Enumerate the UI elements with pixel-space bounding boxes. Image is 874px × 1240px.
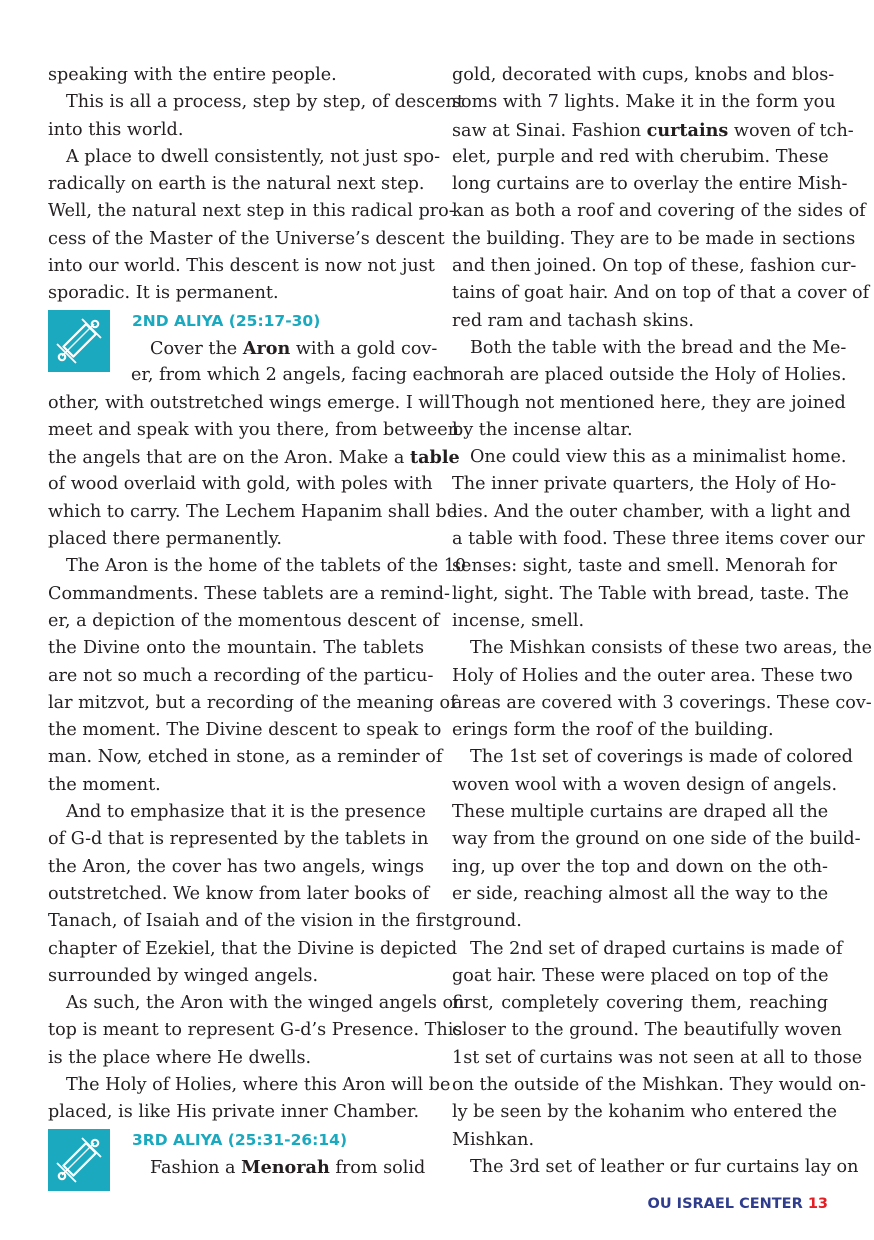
text-line: placed there permanently. bbox=[48, 529, 282, 550]
text-line: norah are placed outside the Holy of Holies. bbox=[452, 365, 847, 386]
text-line: of wood overlaid with gold, with poles with bbox=[48, 474, 433, 495]
page-footer bbox=[648, 1196, 828, 1212]
aliya-2-heading: 2ND ALIYA (25:17-30) bbox=[132, 311, 321, 330]
text-line: The 2nd set of draped curtains is made of bbox=[470, 938, 843, 959]
text-line: er, a depiction of the momentous descent of bbox=[48, 610, 440, 631]
text-line: gold, decorated with cups, knobs and blos- bbox=[452, 65, 835, 85]
text-line: saw at Sinai. Fashion curtains woven of tch- bbox=[452, 119, 854, 141]
text-line: outstretched. We know from later books of bbox=[48, 883, 430, 904]
text-line: closer to the ground. The beautifully woven bbox=[452, 1020, 842, 1041]
text-line: into this world. bbox=[48, 119, 184, 140]
text-line: a table with food. These three items cover our bbox=[452, 529, 865, 550]
text-line: As such, the Aron with the winged angels on bbox=[66, 993, 465, 1014]
text-line: top is meant to represent G-d’s Presence. This bbox=[48, 1020, 463, 1041]
text-line: Though not mentioned here, they are joined bbox=[452, 392, 846, 413]
text-line: ground. bbox=[452, 911, 522, 932]
text-line: lar mitzvot, but a recording of the meaning of bbox=[48, 692, 457, 713]
text-line: A place to dwell consistently, not just spo- bbox=[66, 146, 441, 167]
text-line: One could view this as a minimalist home. bbox=[470, 447, 847, 468]
text-line: Holy of Holies and the outer area. These two bbox=[452, 665, 853, 686]
text-line: erings form the roof of the building. bbox=[452, 720, 774, 741]
text-line: incense, smell. bbox=[452, 610, 585, 631]
text-line: way from the ground on one side of the build- bbox=[452, 829, 861, 850]
text-line: surrounded by winged angels. bbox=[48, 965, 319, 986]
text-line: soms with 7 lights. Make it in the form you bbox=[452, 92, 836, 113]
text-line: 1st set of curtains was not seen at all to those bbox=[452, 1047, 863, 1068]
text-line: Well, the natural next step in this radical pro- bbox=[48, 201, 455, 222]
text-line: the Divine onto the mountain. The tablets bbox=[48, 638, 424, 659]
text-line: chapter of Ezekiel, that the Divine is depicted bbox=[48, 938, 458, 959]
text-line: kan as both a roof and covering of the sides of bbox=[452, 201, 866, 222]
text-line: the Aron, the cover has two angels, wings bbox=[48, 856, 424, 877]
text-line: into our world. This descent is now not just bbox=[48, 256, 435, 277]
text-line: senses: sight, taste and smell. Menorah for bbox=[452, 556, 837, 577]
left-column bbox=[48, 62, 467, 1181]
text-line: The 3rd set of leather or fur curtains lay on bbox=[470, 1156, 859, 1177]
text-line: the angels that are on the Aron. Make a table bbox=[48, 447, 460, 469]
text-line: areas are covered with 3 coverings. These cov- bbox=[452, 692, 872, 713]
text-line: er side, reaching almost all the way to the bbox=[452, 883, 829, 904]
aliya-3-section bbox=[48, 1127, 424, 1182]
text-line: Fashion a Menorah from solid bbox=[150, 1156, 426, 1178]
text-line: long curtains are to overlay the entire Mish- bbox=[452, 174, 848, 195]
text-line: meet and speak with you there, from between bbox=[48, 419, 459, 440]
aliya-2-section bbox=[48, 308, 455, 390]
text-line: Commandments. These tablets are a remind- bbox=[48, 583, 450, 604]
text-line: goat hair. These were placed on top of the bbox=[452, 965, 829, 986]
text-line: and then joined. On top of these, fashion cur- bbox=[452, 256, 857, 277]
text-line: Cover the Aron with a gold cov- bbox=[150, 337, 438, 359]
text-line: the moment. bbox=[48, 774, 161, 795]
text-line: This is all a process, step by step, of descent bbox=[66, 92, 464, 113]
text-line: tains of goat hair. And on top of that a cover of bbox=[452, 283, 870, 304]
text-line: lies. And the outer chamber, with a light and bbox=[452, 501, 851, 522]
text-line: ing, up over the top and down on the oth- bbox=[452, 856, 828, 877]
text-line: The Mishkan consists of these two areas, the bbox=[470, 638, 872, 659]
text-line: placed, is like His private inner Chamber. bbox=[48, 1102, 420, 1123]
torah-scroll-icon bbox=[48, 310, 110, 372]
text-line: on the outside of the Mishkan. They would on- bbox=[452, 1074, 866, 1095]
text-line: woven wool with a woven design of angels. bbox=[452, 774, 838, 795]
text-line: sporadic. It is permanent. bbox=[48, 283, 279, 304]
text-line: the building. They are to be made in sections bbox=[452, 228, 856, 249]
text-line: which to carry. The Lechem Hapanim shall be bbox=[48, 501, 458, 522]
text-line: the moment. The Divine descent to speak to bbox=[48, 720, 442, 741]
text-line: by the incense altar. bbox=[452, 419, 633, 440]
text-line: The Holy of Holies, where this Aron will be bbox=[66, 1074, 451, 1095]
text-line: of G-d that is represented by the tablets in bbox=[48, 829, 429, 850]
aliya-3-heading: 3RD ALIYA (25:31-26:14) bbox=[132, 1130, 348, 1149]
right-column bbox=[452, 62, 872, 1181]
text-line: Mishkan. bbox=[452, 1129, 535, 1150]
text-line: These multiple curtains are draped all the bbox=[452, 802, 829, 823]
text-line: elet, purple and red with cherubim. These bbox=[452, 146, 829, 167]
text-line: red ram and tachash skins. bbox=[452, 310, 694, 331]
torah-scroll-icon bbox=[48, 1129, 110, 1191]
text-line: speaking with the entire people. bbox=[48, 65, 337, 85]
text-line: other, with outstretched wings emerge. I will bbox=[48, 392, 451, 413]
text-line: radically on earth is the natural next step. bbox=[48, 174, 425, 195]
text-line: are not so much a recording of the particu- bbox=[48, 665, 434, 686]
text-line: man. Now, etched in stone, as a reminder of bbox=[48, 747, 443, 768]
text-line: light, sight. The Table with bread, taste. The bbox=[452, 583, 849, 604]
text-line: Both the table with the bread and the Me- bbox=[470, 337, 847, 358]
text-line: Tanach, of Isaiah and of the vision in the first bbox=[48, 911, 452, 932]
text-line: The Aron is the home of the tablets of the 10 bbox=[66, 556, 467, 577]
text-line: first, completely covering them, reaching bbox=[452, 993, 828, 1014]
text-line: er, from which 2 angels, facing each bbox=[131, 365, 455, 386]
publication-name: OU ISRAEL CENTER bbox=[647, 1196, 803, 1212]
text-line: The 1st set of coverings is made of colored bbox=[470, 747, 853, 768]
text-line: ly be seen by the kohanim who entered the bbox=[452, 1102, 838, 1123]
text-line: is the place where He dwells. bbox=[48, 1047, 312, 1068]
page-number: 13 bbox=[807, 1196, 828, 1212]
text-line: cess of the Master of the Universe’s descent bbox=[48, 228, 445, 249]
text-line: And to emphasize that it is the presence bbox=[66, 802, 426, 823]
text-line: The inner private quarters, the Holy of Ho- bbox=[452, 474, 837, 495]
